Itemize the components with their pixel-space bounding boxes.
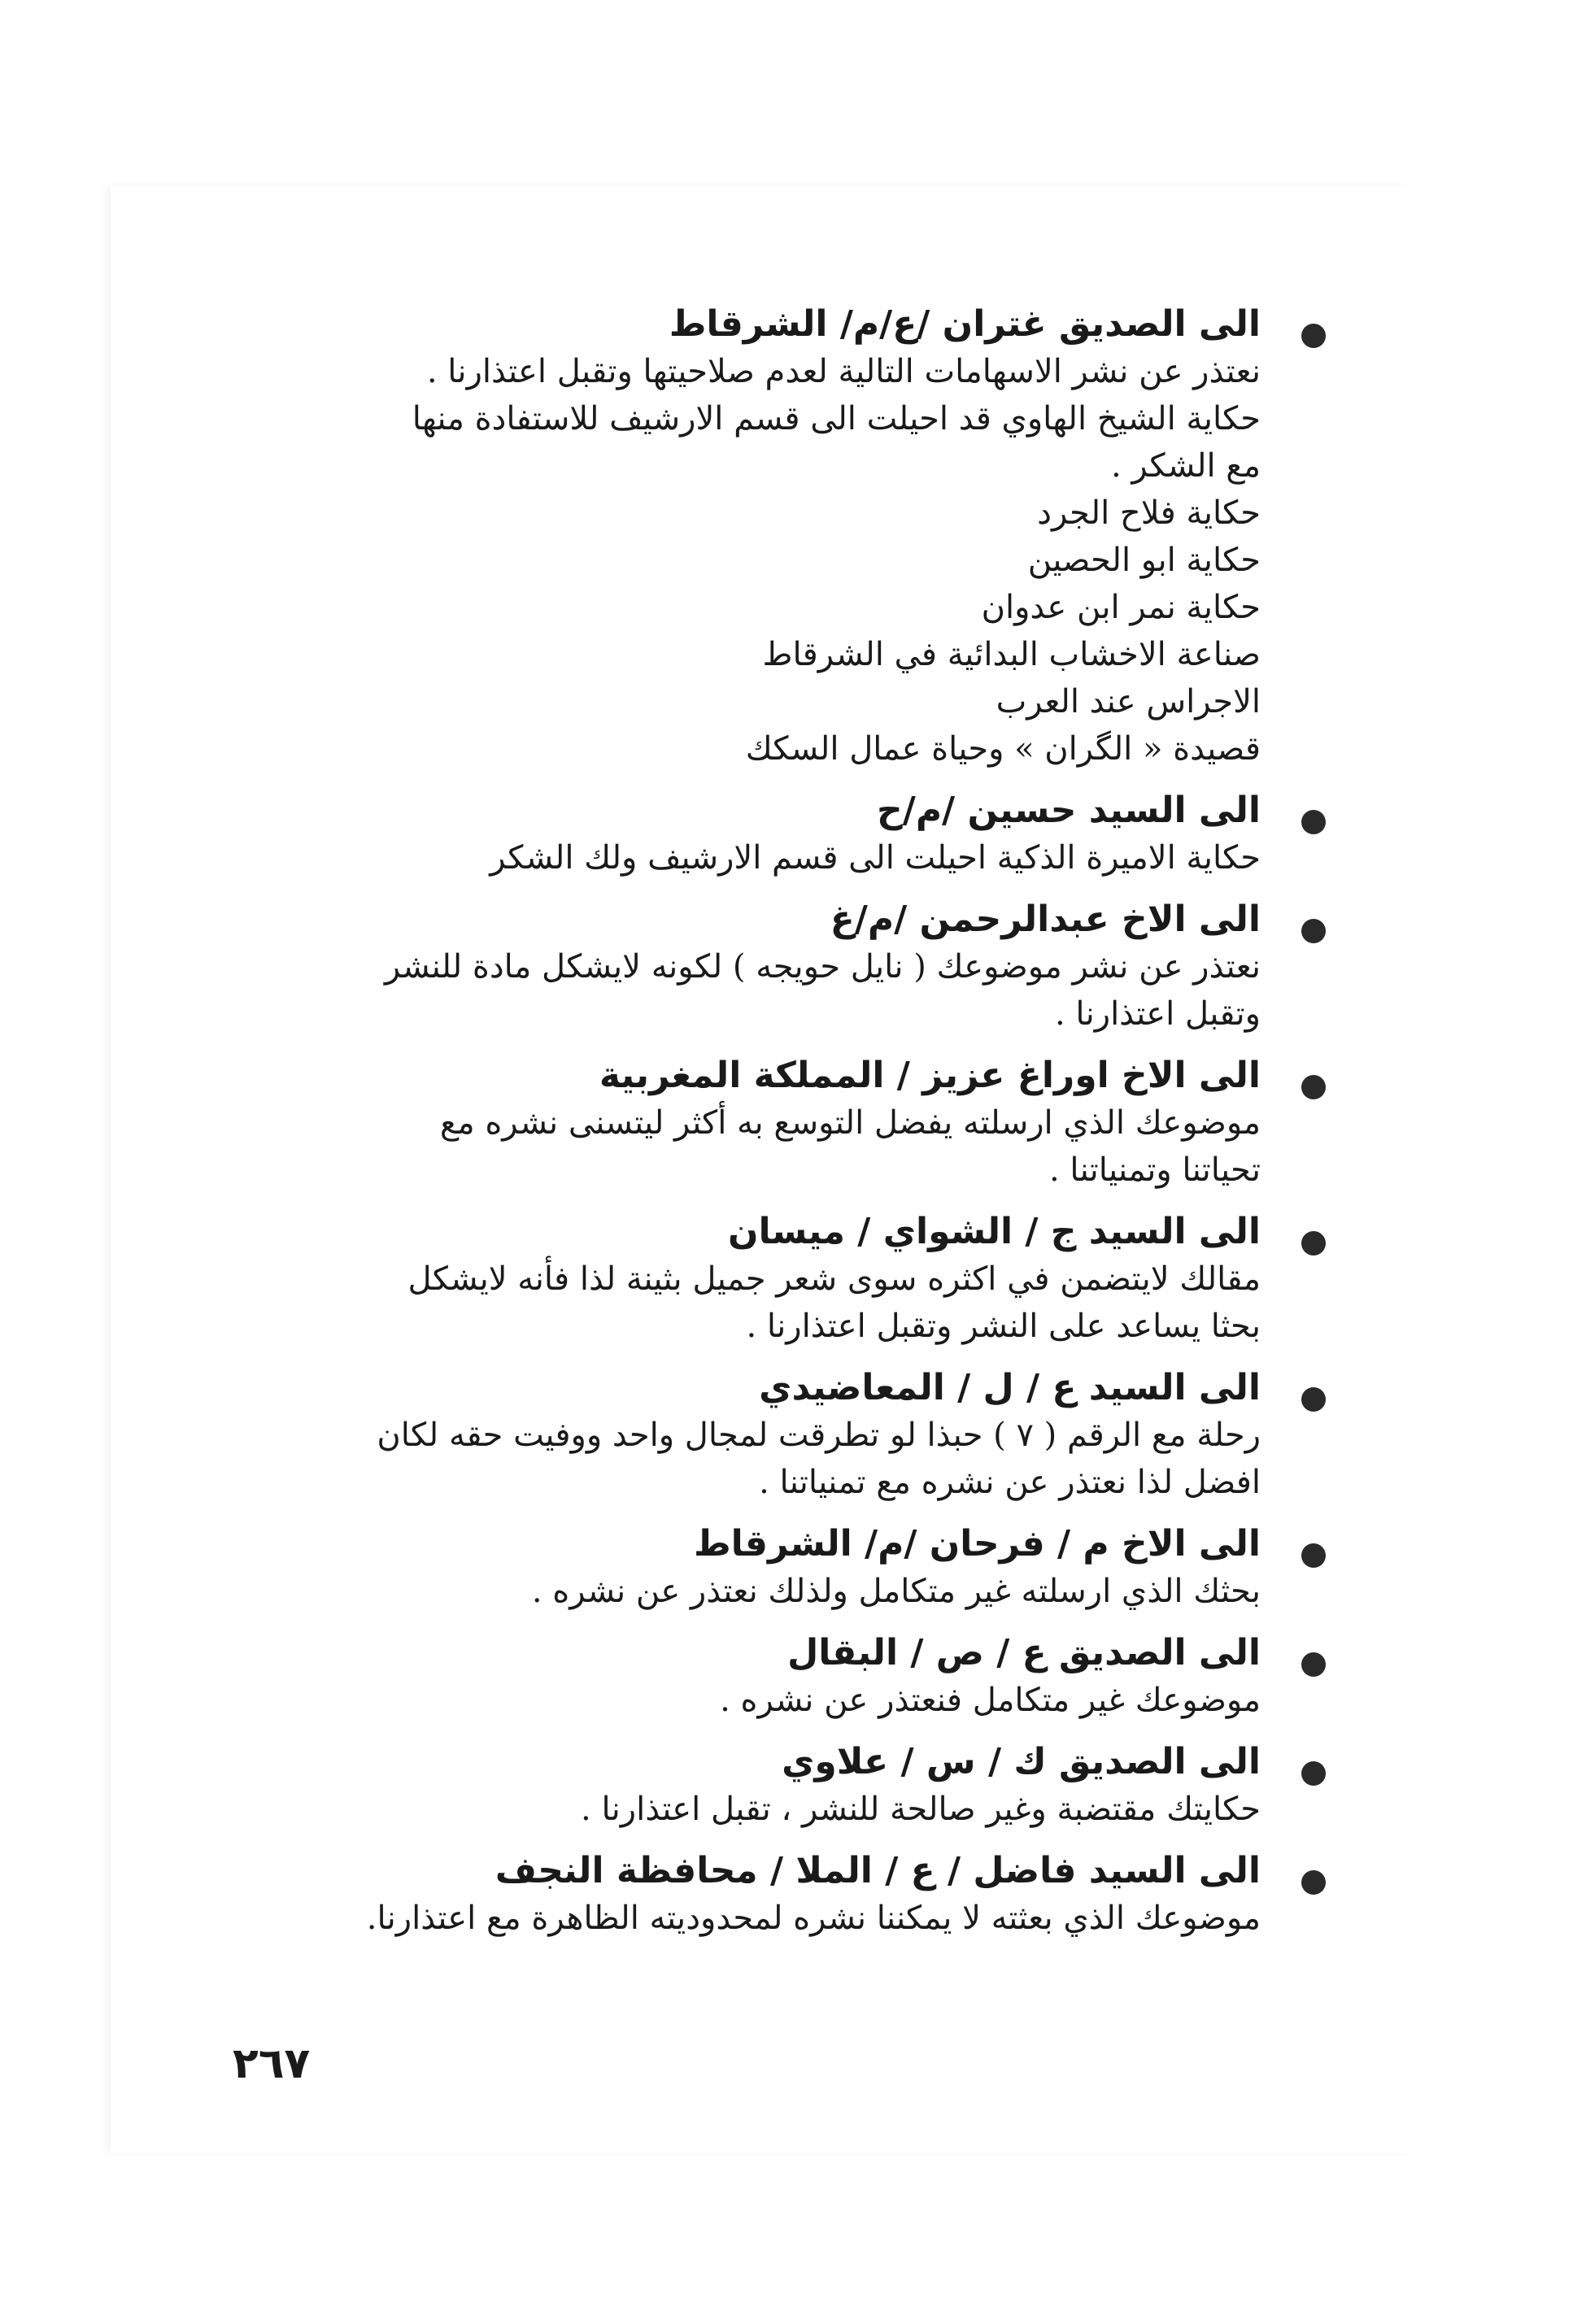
entry-heading: الى الاخ عبدالرحمن /م/غ: [830, 899, 1261, 940]
entry-line: الاجراس عند العرب: [996, 683, 1261, 720]
entry-line: صناعة الاخشاب البدائية في الشرقاط: [762, 636, 1261, 673]
entry-line: وتقبل اعتذارنا .: [1055, 995, 1261, 1033]
entry-heading: الى الصديق ك / س / علاوي: [782, 1741, 1261, 1782]
entry-line: قصيدة « الگران » وحياة عمال السكك: [745, 730, 1261, 768]
entry-heading: الى الصديق غتران /ع/م/ الشرقاط: [669, 303, 1261, 345]
entry-line: حكاية نمر ابن عدوان: [981, 589, 1261, 626]
bullet-icon: [1301, 324, 1326, 348]
letter-entry: [236, 896, 1326, 1038]
letter-entry: [236, 1521, 1326, 1615]
entry-heading: الى الاخ اوراغ عزيز / المملكة المغربية: [599, 1055, 1261, 1096]
entry-line: حكاية ابو الحصين: [1027, 542, 1261, 579]
bullet-icon: [1301, 1761, 1326, 1786]
letters-list: [236, 301, 1326, 1956]
letter-entry: [236, 1739, 1326, 1833]
entry-line: بحثا يساعد على النشر وتقبل اعتذارنا .: [746, 1308, 1261, 1345]
letter-entry: [236, 301, 1326, 772]
entry-line: موضوعك الذي بعثته لا يمكننا نشره لمحدوديته الظاهرة مع اعتذارنا.: [366, 1900, 1261, 1937]
entry-line: حكاية الاميرة الذكية احيلت الى قسم الارشيف ولك الشكر: [490, 839, 1261, 877]
bullet-icon: [1301, 1543, 1326, 1568]
bullet-icon: [1301, 1652, 1326, 1677]
entry-line: بحثك الذي ارسلته غير متكامل ولذلك نعتذر عن نشره .: [531, 1573, 1261, 1610]
entry-heading: الى السيد فاضل / ع / الملا / محافظة النجف: [495, 1850, 1261, 1891]
entry-line: حكايتك مقتضبة وغير صالحة للنشر ، تقبل اعتذارنا .: [581, 1791, 1261, 1828]
letter-entry: [236, 1364, 1326, 1506]
entry-line: موضوعك غير متكامل فنعتذر عن نشره .: [720, 1682, 1261, 1719]
letter-entry: [236, 1052, 1326, 1194]
page-number: ٢٦٧: [233, 2039, 311, 2088]
entry-heading: الى السيد ج / الشواي / ميسان: [727, 1211, 1261, 1252]
entry-line: نعتذر عن نشر الاسهامات التالية لعدم صلاحيتها وتقبل اعتذارنا .: [426, 353, 1261, 390]
entry-heading: الى الاخ م / فرحان /م/ الشرقاط: [693, 1523, 1261, 1565]
entry-line: حكاية الشيخ الهاوي قد احيلت الى قسم الارشيف للاستفادة منها: [412, 400, 1261, 437]
bullet-icon: [1301, 919, 1326, 943]
entry-line: رحلة مع الرقم ( ٧ ) حبذا لو تطرقت لمجال واحد ووفيت حقه لكان: [377, 1417, 1261, 1454]
bullet-icon: [1301, 1870, 1326, 1895]
bullet-icon: [1301, 1387, 1326, 1412]
entry-line: حكاية فلاح الجرد: [1037, 494, 1261, 532]
bullet-icon: [1301, 1231, 1326, 1256]
letter-entry: [236, 1847, 1326, 1942]
entry-line: موضوعك الذي ارسلته يفضل التوسع به أكثر ليتسنى نشره مع: [439, 1104, 1261, 1142]
letter-entry: [236, 1630, 1326, 1724]
entry-line: مع الشكر .: [1110, 447, 1261, 485]
bullet-icon: [1301, 1075, 1326, 1099]
entry-line: نعتذر عن نشر موضوعك ( نايل حويجه ) لكونه لايشكل مادة للنشر: [384, 948, 1261, 986]
entry-line: مقالك لايتضمن في اكثره سوى شعر جميل بثينة لذا فأنه لايشكل: [407, 1260, 1261, 1298]
entry-heading: الى الصديق ع / ص / البقال: [787, 1632, 1261, 1673]
entry-heading: الى السيد ع / ل / المعاضيدي: [759, 1367, 1261, 1408]
letter-entry: [236, 1208, 1326, 1350]
entry-heading: الى السيد حسين /م/ح: [877, 790, 1261, 831]
letter-entry: [236, 787, 1326, 881]
bullet-icon: [1301, 810, 1326, 834]
entry-line: افضل لذا نعتذر عن نشره مع تمنياتنا .: [759, 1464, 1261, 1501]
entry-line: تحياتنا وتمنياتنا .: [1048, 1151, 1261, 1189]
